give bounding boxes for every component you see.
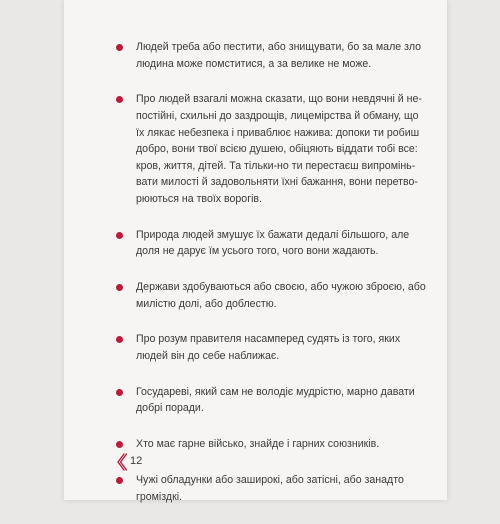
bullet-icon	[116, 389, 123, 396]
bullet-icon	[116, 232, 123, 239]
quote-line: добро, вони твої всією душею, обіцяють віддати тобі все:	[136, 143, 418, 156]
bullet-icon	[116, 284, 123, 291]
quote-item	[114, 227, 414, 260]
quote-line: вати милості й задовольняти їхні бажання, вони перетво-	[136, 176, 418, 189]
quote-item	[114, 39, 422, 72]
quote-item	[114, 384, 414, 417]
quote-line: їх лякає небезпека і приваблює нажива: допоки ти робиш	[136, 126, 420, 139]
quote-line: кров, життя, дітей. Та тільки-но ти перестаєш випромінь-	[136, 159, 416, 172]
quote-item	[114, 279, 426, 312]
quote-line: Чужі обладунки або заширокі, або затісні, або занадто	[136, 474, 404, 486]
quote-line: громіздкі.	[136, 490, 183, 503]
quote-line: доля не дарує їм усього того, чого вони жадають.	[136, 245, 379, 258]
quote-line: милістю долі, або доблестю.	[136, 297, 277, 310]
quote-item	[114, 91, 422, 207]
book-page	[64, 0, 447, 503]
bullet-icon	[116, 477, 123, 484]
quote-line: рюються на твоїх ворогів.	[136, 192, 262, 205]
chevron-left-icon	[115, 453, 127, 471]
quote-line: людей він до себе наближає.	[136, 350, 280, 363]
quote-line: Государеві, який сам не володіє мудрістю, марно давати	[136, 385, 415, 398]
bullet-icon	[116, 336, 123, 343]
page-number: 12	[130, 455, 143, 467]
quote-line: Держави здобуваються або своєю, або чужою зброєю, або	[136, 281, 426, 294]
quote-line: людина може помститися, а за велике не може.	[136, 57, 372, 70]
quote-line: Про розум правителя насамперед судять із того, яких	[136, 333, 401, 346]
quote-item	[114, 472, 414, 505]
quote-item	[114, 436, 414, 453]
quote-line: Про людей взагалі можна сказати, що вони невдячні й не-	[136, 93, 422, 106]
bullet-icon	[116, 441, 123, 448]
quote-line: постійні, схильні до заздрощів, лицемірства й обману, що	[136, 109, 419, 122]
quote-list	[114, 39, 426, 524]
quote-line: Людей треба або пестити, або знищувати, бо за мале зло	[136, 41, 422, 53]
bullet-icon	[116, 96, 123, 103]
quote-line: Хто має гарне військо, знайде і гарних союзників.	[136, 438, 380, 451]
quote-line: добрі поради.	[136, 402, 204, 415]
bullet-icon	[116, 44, 123, 51]
quote-item	[114, 331, 414, 364]
quote-line: Природа людей змушує їх бажати дедалі більшого, але	[136, 228, 410, 241]
